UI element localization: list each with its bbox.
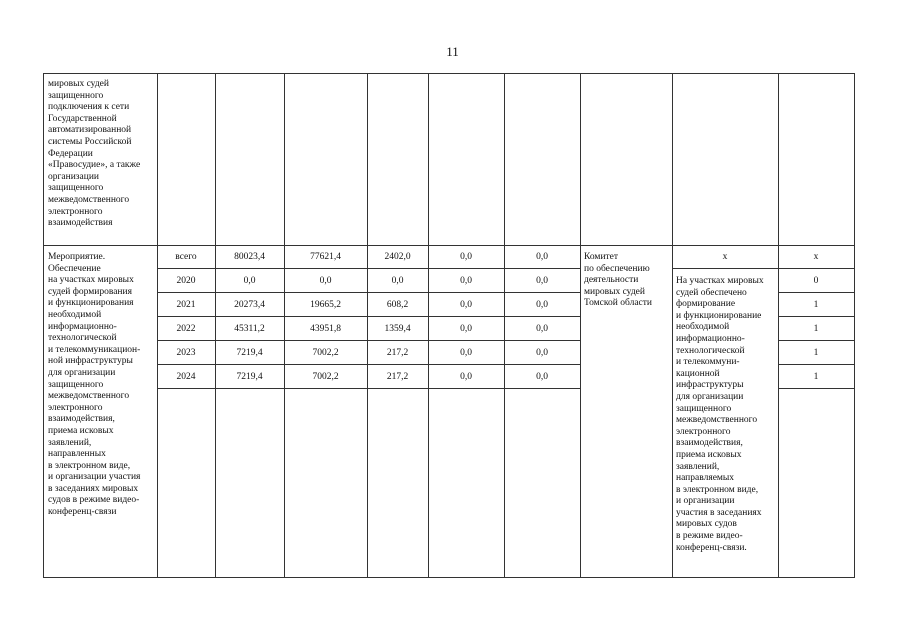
value-header: x <box>813 252 819 262</box>
row-total: 7219,4 <box>236 372 263 382</box>
row-other: 0,0 <box>536 300 548 310</box>
row-reg: 217,2 <box>386 372 409 382</box>
row-other: 0,0 <box>536 276 548 286</box>
row-value: 1 <box>813 324 819 334</box>
row-fed: 43951,8 <box>310 324 341 334</box>
row-reg: 0,0 <box>391 276 404 286</box>
row-period: всего <box>175 252 197 262</box>
executor-cell: Комитет по обеспечению деятельности мировых судей Томской области <box>584 252 652 309</box>
indicator-header: x <box>722 252 728 262</box>
row-reg: 2402,0 <box>384 252 411 262</box>
row-loc: 0,0 <box>460 300 472 310</box>
row-loc: 0,0 <box>460 348 472 358</box>
row-fed: 0,0 <box>319 276 332 286</box>
row-total: 45311,2 <box>234 324 265 334</box>
row-total: 0,0 <box>243 276 256 286</box>
row-fed: 7002,2 <box>312 372 339 382</box>
page-number: 11 <box>446 44 459 59</box>
row-period: 2022 <box>176 324 196 334</box>
row-period: 2023 <box>176 348 196 358</box>
row-value: 0 <box>813 276 819 286</box>
row-other: 0,0 <box>536 348 548 358</box>
activity-description: Мероприятие. Обеспечение на участках мировых судей формирования и функционирования необходимой информационно- технологической и телекоммуникацион- ной инфраструктуры для организации защищенного межведомственного электронного взаимодействия, приема исковых заявлений, направленных в электронном виде, и организации участия в заседаниях мировых судов в режиме видео- конференц-связи <box>48 252 141 518</box>
row-total: 7219,4 <box>236 348 263 358</box>
row-fed: 19665,2 <box>310 300 341 310</box>
row-other: 0,0 <box>536 372 548 382</box>
row-period: 2021 <box>176 300 196 310</box>
row-reg: 1359,4 <box>384 324 411 334</box>
row-value: 1 <box>813 348 819 358</box>
row-period: 2024 <box>176 372 196 382</box>
top-row-description: мировых судей защищенного подключения к сети Государственной автоматизированной системы Российской Федерации «Правосудие», а также организации защищенного межведомственного электронного взаимодействия <box>48 79 141 229</box>
row-fed: 7002,2 <box>312 348 339 358</box>
row-total: 80023,4 <box>234 252 265 262</box>
row-reg: 217,2 <box>386 348 409 358</box>
row-other: 0,0 <box>536 252 548 262</box>
row-loc: 0,0 <box>460 276 472 286</box>
row-value: 1 <box>813 372 819 382</box>
row-fed: 77621,4 <box>310 252 341 262</box>
row-other: 0,0 <box>536 324 548 334</box>
row-total: 20273,4 <box>234 300 265 310</box>
indicator-text: На участках мировых судей обеспечено формирование и функционирование необходимой информационно- технологической и телекоммуни- кационной инфраструктуры для организации защищенного межведомственного электронного взаимодействия, приема исковых заявлений, направляемых в электронном виде, и организации участия в заседаниях мировых судов в режиме видео- конференц-связи. <box>676 276 764 553</box>
row-period: 2020 <box>176 276 196 286</box>
row-loc: 0,0 <box>460 372 472 382</box>
row-loc: 0,0 <box>460 252 472 262</box>
row-reg: 608,2 <box>386 300 409 310</box>
row-loc: 0,0 <box>460 324 472 334</box>
row-value: 1 <box>813 300 819 310</box>
